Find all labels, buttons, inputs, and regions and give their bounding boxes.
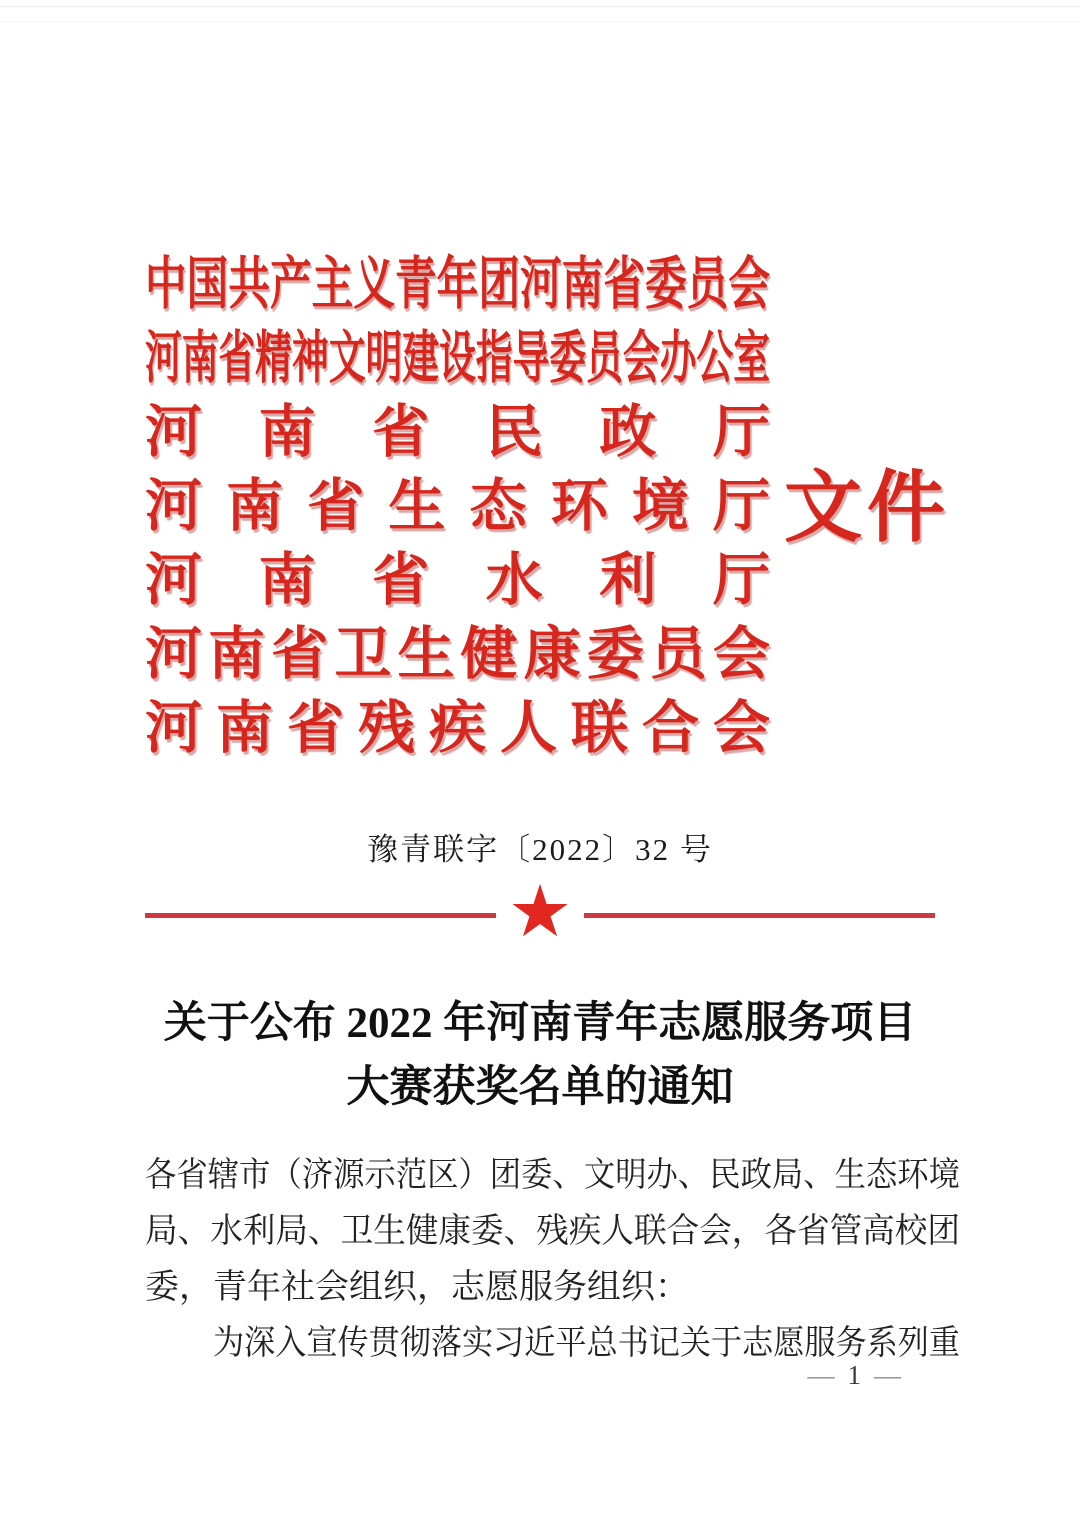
page-top-edge-line bbox=[0, 6, 1080, 7]
document-title bbox=[145, 992, 935, 1120]
page-top-edge-line-2 bbox=[0, 21, 1080, 22]
org-name-line bbox=[145, 248, 770, 322]
org-name-text: 河南省精神文明建设指导委员会办公室 bbox=[145, 327, 770, 390]
org-name-line bbox=[145, 396, 827, 470]
page-number-value: 1 bbox=[847, 1360, 861, 1390]
org-name-text: 河南省卫生健康委员会 bbox=[145, 623, 777, 686]
issuing-organizations bbox=[145, 248, 827, 766]
header-center-column bbox=[145, 828, 935, 1120]
document-title-line: 关于公布 2022 年河南青年志愿服务项目 bbox=[163, 1000, 917, 1047]
org-name-line bbox=[145, 618, 777, 692]
document-body bbox=[145, 1148, 960, 1372]
body-text: 各省辖市（济源示范区）团委、文明办、民政局、生态环境 bbox=[145, 1157, 960, 1194]
body-text-line bbox=[145, 1148, 960, 1204]
star-divider bbox=[145, 872, 935, 952]
body-text-line bbox=[145, 1260, 960, 1316]
divider-line-right bbox=[584, 913, 935, 918]
document-type-label: 文件 bbox=[784, 464, 951, 551]
org-name-text: 河南省生态环境厅 bbox=[145, 475, 795, 538]
org-name-line bbox=[145, 322, 770, 396]
document-number: 豫青联字〔2022〕32 号 bbox=[367, 832, 713, 867]
body-text: 为深入宣传贯彻落实习近平总书记关于志愿服务系列重 bbox=[213, 1325, 960, 1362]
org-name-text: 河南省残疾人联合会 bbox=[145, 697, 784, 760]
page-number-dash: — bbox=[874, 1360, 901, 1390]
org-name-text: 河南省民政厅 bbox=[145, 401, 827, 464]
document-title-line: 大赛获奖名单的通知 bbox=[346, 1064, 734, 1111]
org-name-text: 河南省水利厅 bbox=[145, 549, 827, 612]
org-name-line bbox=[145, 544, 827, 618]
body-text: 局、水利局、卫生健康委、残疾人联合会，各省管高校团 bbox=[145, 1213, 960, 1250]
star-icon: ★ bbox=[507, 872, 573, 952]
body-text-line bbox=[145, 1204, 960, 1260]
org-name-text: 中国共产主义青年团河南省委员会 bbox=[145, 253, 770, 316]
red-letterhead bbox=[145, 248, 960, 766]
page-number-dash: — bbox=[807, 1360, 835, 1390]
page-number bbox=[795, 1358, 915, 1392]
org-name-line bbox=[145, 470, 795, 544]
body-text: 委，青年社会组织，志愿服务组织： bbox=[145, 1269, 689, 1306]
divider-line-left bbox=[145, 913, 496, 918]
org-name-line bbox=[145, 692, 784, 766]
